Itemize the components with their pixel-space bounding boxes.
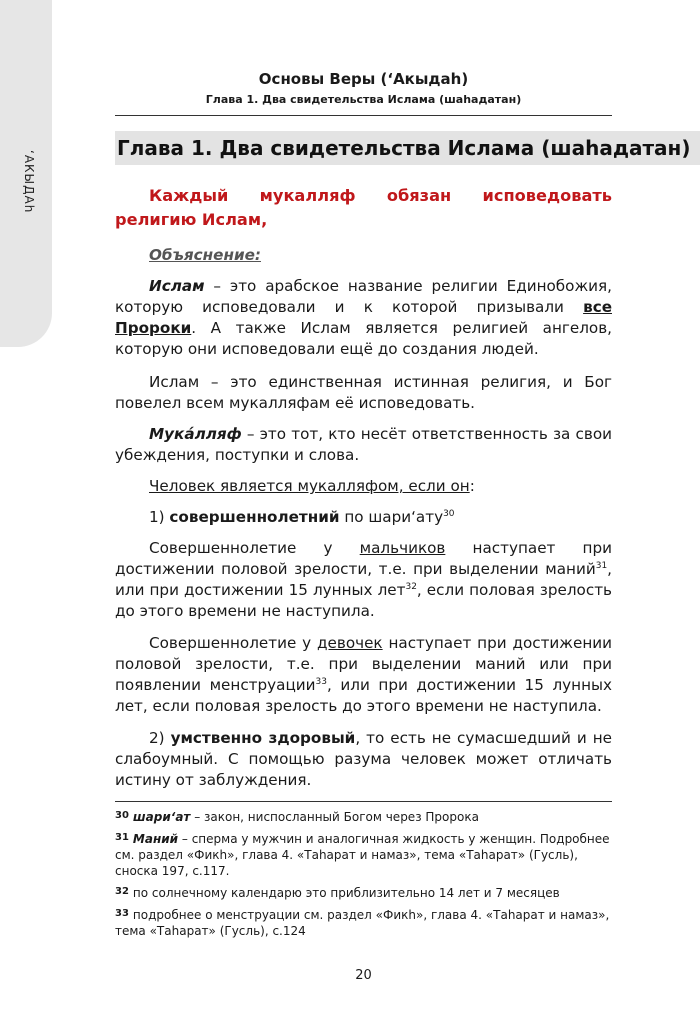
footnote-33-number: 33 xyxy=(115,908,129,919)
footnote-31-text: – сперма у мужчин и аналогичная жидкость у женщин. Подробнее см. раздел «Фикh», глава 4. «Таhарат и намаз», тема «Таhарат» (Гусль), сноска 197, с.117. xyxy=(115,832,610,878)
boys-underlined: мальчиков xyxy=(359,539,446,557)
thesis-text: Каждый мукалляф обязан исповедовать религию Ислам, xyxy=(115,186,612,229)
explanation-label: Объяснение: xyxy=(149,246,261,264)
term-sane: умственно здоровый xyxy=(170,729,356,747)
p1-text-a: – это арабское название религии Единобожия, которую исповедовали и к которой призывали xyxy=(115,277,612,316)
footnote-30 xyxy=(115,808,612,825)
running-title: Основы Веры (‘Акыдаh) xyxy=(258,70,469,88)
footnote-33-text: подробнее о менструации см. раздел «Фикh», глава 4. «Таhарат и намаз», тема «Таhарат» (Гусль), с.124 xyxy=(115,908,610,938)
footnote-30-term: шари‘ат xyxy=(132,810,191,824)
p3-text: – это тот, кто несёт ответственность за свои убеждения, поступки и слова. xyxy=(115,425,612,464)
conditions-intro: Человек является мукалляфом, если он xyxy=(149,477,470,495)
girls-underlined: девочек xyxy=(317,634,383,652)
emphasis-all-prophets: все Пророки xyxy=(115,298,612,337)
paragraph-girls xyxy=(115,633,612,729)
note-ref-31[interactable]: 31 xyxy=(595,560,608,571)
p2-text: Ислам – это единственная истинная религия, и Бог повелел всем мукалляфам её исповедовать. xyxy=(115,373,612,412)
p5-text: по шари‘ату xyxy=(339,508,444,526)
paragraph-conditions-intro xyxy=(115,476,612,509)
condition-1-number: 1) xyxy=(149,508,170,526)
running-subtitle: Глава 1. Два свидетельства Ислама (шаhадатан) xyxy=(205,93,522,106)
page-number: 20 xyxy=(355,968,372,983)
p4-tail: : xyxy=(469,477,475,495)
footnote-32-text: по солнечному календарю это приблизительно 14 лет и 7 месяцев xyxy=(132,886,560,900)
p1-text-b: . А также Ислам является религией ангелов, которую они исповедовали ещё до создания людей. xyxy=(115,319,612,358)
p7-text-a: Совершеннолетие у xyxy=(149,634,318,652)
note-ref-33[interactable]: 33 xyxy=(315,676,327,687)
paragraph-only-religion xyxy=(115,372,612,426)
footnote-33 xyxy=(115,906,612,939)
footnote-31-number: 31 xyxy=(115,832,129,843)
note-ref-30[interactable]: 30 xyxy=(443,508,455,519)
note-ref-32[interactable]: 32 xyxy=(405,581,417,592)
term-islam: Ислам xyxy=(149,277,205,295)
p7-text-b: наступает при достижении половой зрелости, т.е. при выделении маний или при появлении менструации xyxy=(115,634,612,694)
footnotes xyxy=(115,808,612,944)
condition-1 xyxy=(115,507,612,540)
footnote-30-number: 30 xyxy=(115,810,129,821)
p6-text-a: Совершеннолетие у xyxy=(149,539,360,557)
paragraph-islam-definition xyxy=(115,276,612,373)
thesis-statement xyxy=(115,184,612,232)
header-rule xyxy=(115,115,612,116)
p6-text-d: , если половая зрелость до этого времени не наступила. xyxy=(115,581,613,620)
term-mukallaf: Мука́лляф xyxy=(149,425,242,443)
paragraph-boys xyxy=(115,538,612,634)
p7-text-c: , или при достижении 15 лунных лет, если половая зрелость до этого времени не наступила. xyxy=(115,676,612,715)
footnote-32 xyxy=(115,884,612,901)
p6-text-b: наступает при достижении половой зрелости, т.е. при выделении маний xyxy=(115,539,612,578)
condition-2-number: 2) xyxy=(149,729,171,747)
p8-text: , то есть не сумасшедший и не слабоумный. С помощью разума человек может отличать истину от заблуждения. xyxy=(115,729,612,789)
condition-2 xyxy=(115,728,612,803)
side-tab-label: ‘АКЫДАh xyxy=(22,150,36,214)
paragraph-mukallaf-definition xyxy=(115,424,612,478)
footnote-31 xyxy=(115,830,612,879)
footnote-31-term: Маний xyxy=(132,832,179,846)
side-tab xyxy=(0,0,52,347)
footnote-32-number: 32 xyxy=(115,886,129,897)
p6-text-c: , или при достижении 15 лунных лет xyxy=(115,560,612,599)
footnote-rule xyxy=(115,801,612,802)
footnote-30-text: – закон, ниспосланный Богом через Пророка xyxy=(190,810,479,824)
term-adult: совершеннолетний xyxy=(169,508,340,526)
chapter-heading: Глава 1. Два свидетельства Ислама (шаhадатан) xyxy=(115,131,700,165)
